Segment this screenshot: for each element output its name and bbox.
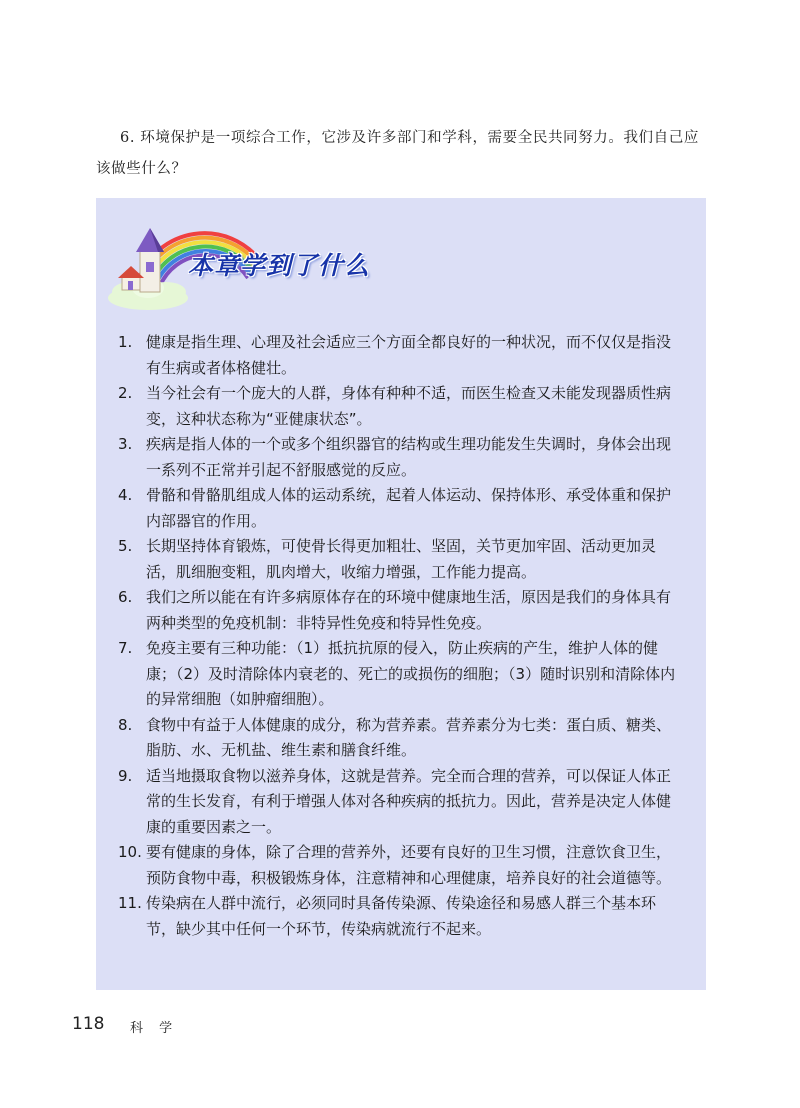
item-number: 7. [118, 639, 133, 657]
review-question: 6. 环境保护是一项综合工作，它涉及许多部门和学科，需要全民共同努力。我们自己应该做些什么？ [96, 129, 699, 177]
item-number: 4. [118, 486, 133, 504]
list-item [118, 534, 682, 585]
item-text: 适当地摄取食物以滋养身体，这就是营养。完全而合理的营养，可以保证人体正常的生长发育，有利于增强人体对各种疾病的抵抗力。因此，营养是决定人体健康的重要因素之一。 [146, 766, 672, 836]
item-number: 1. [118, 333, 133, 351]
item-number: 5. [118, 537, 133, 555]
item-number: 10. [118, 843, 142, 861]
item-text: 传染病在人群中流行，必须同时具备传染源、传染途径和易感人群三个基本环节，缺少其中任何一个环节，传染病就流行不起来。 [146, 894, 657, 938]
item-text: 长期坚持体育锻炼，可使骨长得更加粗壮、坚固，关节更加牢固、活动更加灵活，肌细胞变粗，肌肉增大，收缩力增强，工作能力提高。 [146, 537, 657, 581]
item-text: 当今社会有一个庞大的人群，身体有种种不适，而医生检查又未能发现器质性病变，这种状态称为“亚健康状态”。 [146, 384, 672, 428]
item-text: 我们之所以能在有许多病原体存在的环境中健康地生活，原因是我们的身体具有两种类型的免疫机制：非特异性免疫和特异性免疫。 [146, 588, 672, 632]
item-number: 9. [118, 766, 133, 785]
list-item [118, 764, 682, 841]
item-text: 疾病是指人体的一个或多个组织器官的结构或生理功能发生失调时，身体会出现一系列不正常并引起不舒服感觉的反应。 [146, 435, 672, 479]
list-item [118, 713, 682, 764]
list-item [118, 636, 682, 713]
item-text: 要有健康的身体，除了合理的营养外，还要有良好的卫生习惯，注意饮食卫生，预防食物中毒，积极锻炼身体，注意精神和心理健康，培养良好的社会道德等。 [146, 843, 672, 887]
item-number: 11. [118, 894, 142, 912]
item-text: 食物中有益于人体健康的成分，称为营养素。营养素分为七类：蛋白质、糖类、脂肪、水、无机盐、维生素和膳食纤维。 [146, 715, 672, 759]
list-item [118, 432, 682, 483]
item-text: 健康是指生理、心理及社会适应三个方面全都良好的一种状况，而不仅仅是指没有生病或者体格健壮。 [146, 333, 672, 377]
summary-list [118, 330, 682, 942]
list-item [118, 330, 682, 381]
list-item [118, 381, 682, 432]
item-text: 免疫主要有三种功能：（1）抵抗抗原的侵入，防止疾病的产生，维护人体的健康；（2）及时清除体内衰老的、死亡的或损伤的细胞；（3）随时识别和清除体内的异常细胞（如肿瘤细胞）。 [146, 639, 676, 708]
item-number: 6. [118, 588, 133, 606]
item-number: 2. [118, 384, 133, 402]
item-number: 3. [118, 435, 133, 453]
list-item [118, 483, 682, 534]
item-text: 骨骼和骨骼肌组成人体的运动系统，起着人体运动、保持体形、承受体重和保护内部器官的作用。 [146, 486, 672, 530]
chapter-summary-box [96, 198, 706, 990]
list-item [118, 585, 682, 636]
list-item [118, 891, 682, 942]
page-number: 118 [72, 1014, 105, 1034]
item-number: 8. [118, 715, 133, 734]
subject-label: 科 学 [130, 1021, 179, 1036]
summary-title: 本章学到了什么 [188, 251, 371, 280]
list-item [118, 840, 682, 891]
